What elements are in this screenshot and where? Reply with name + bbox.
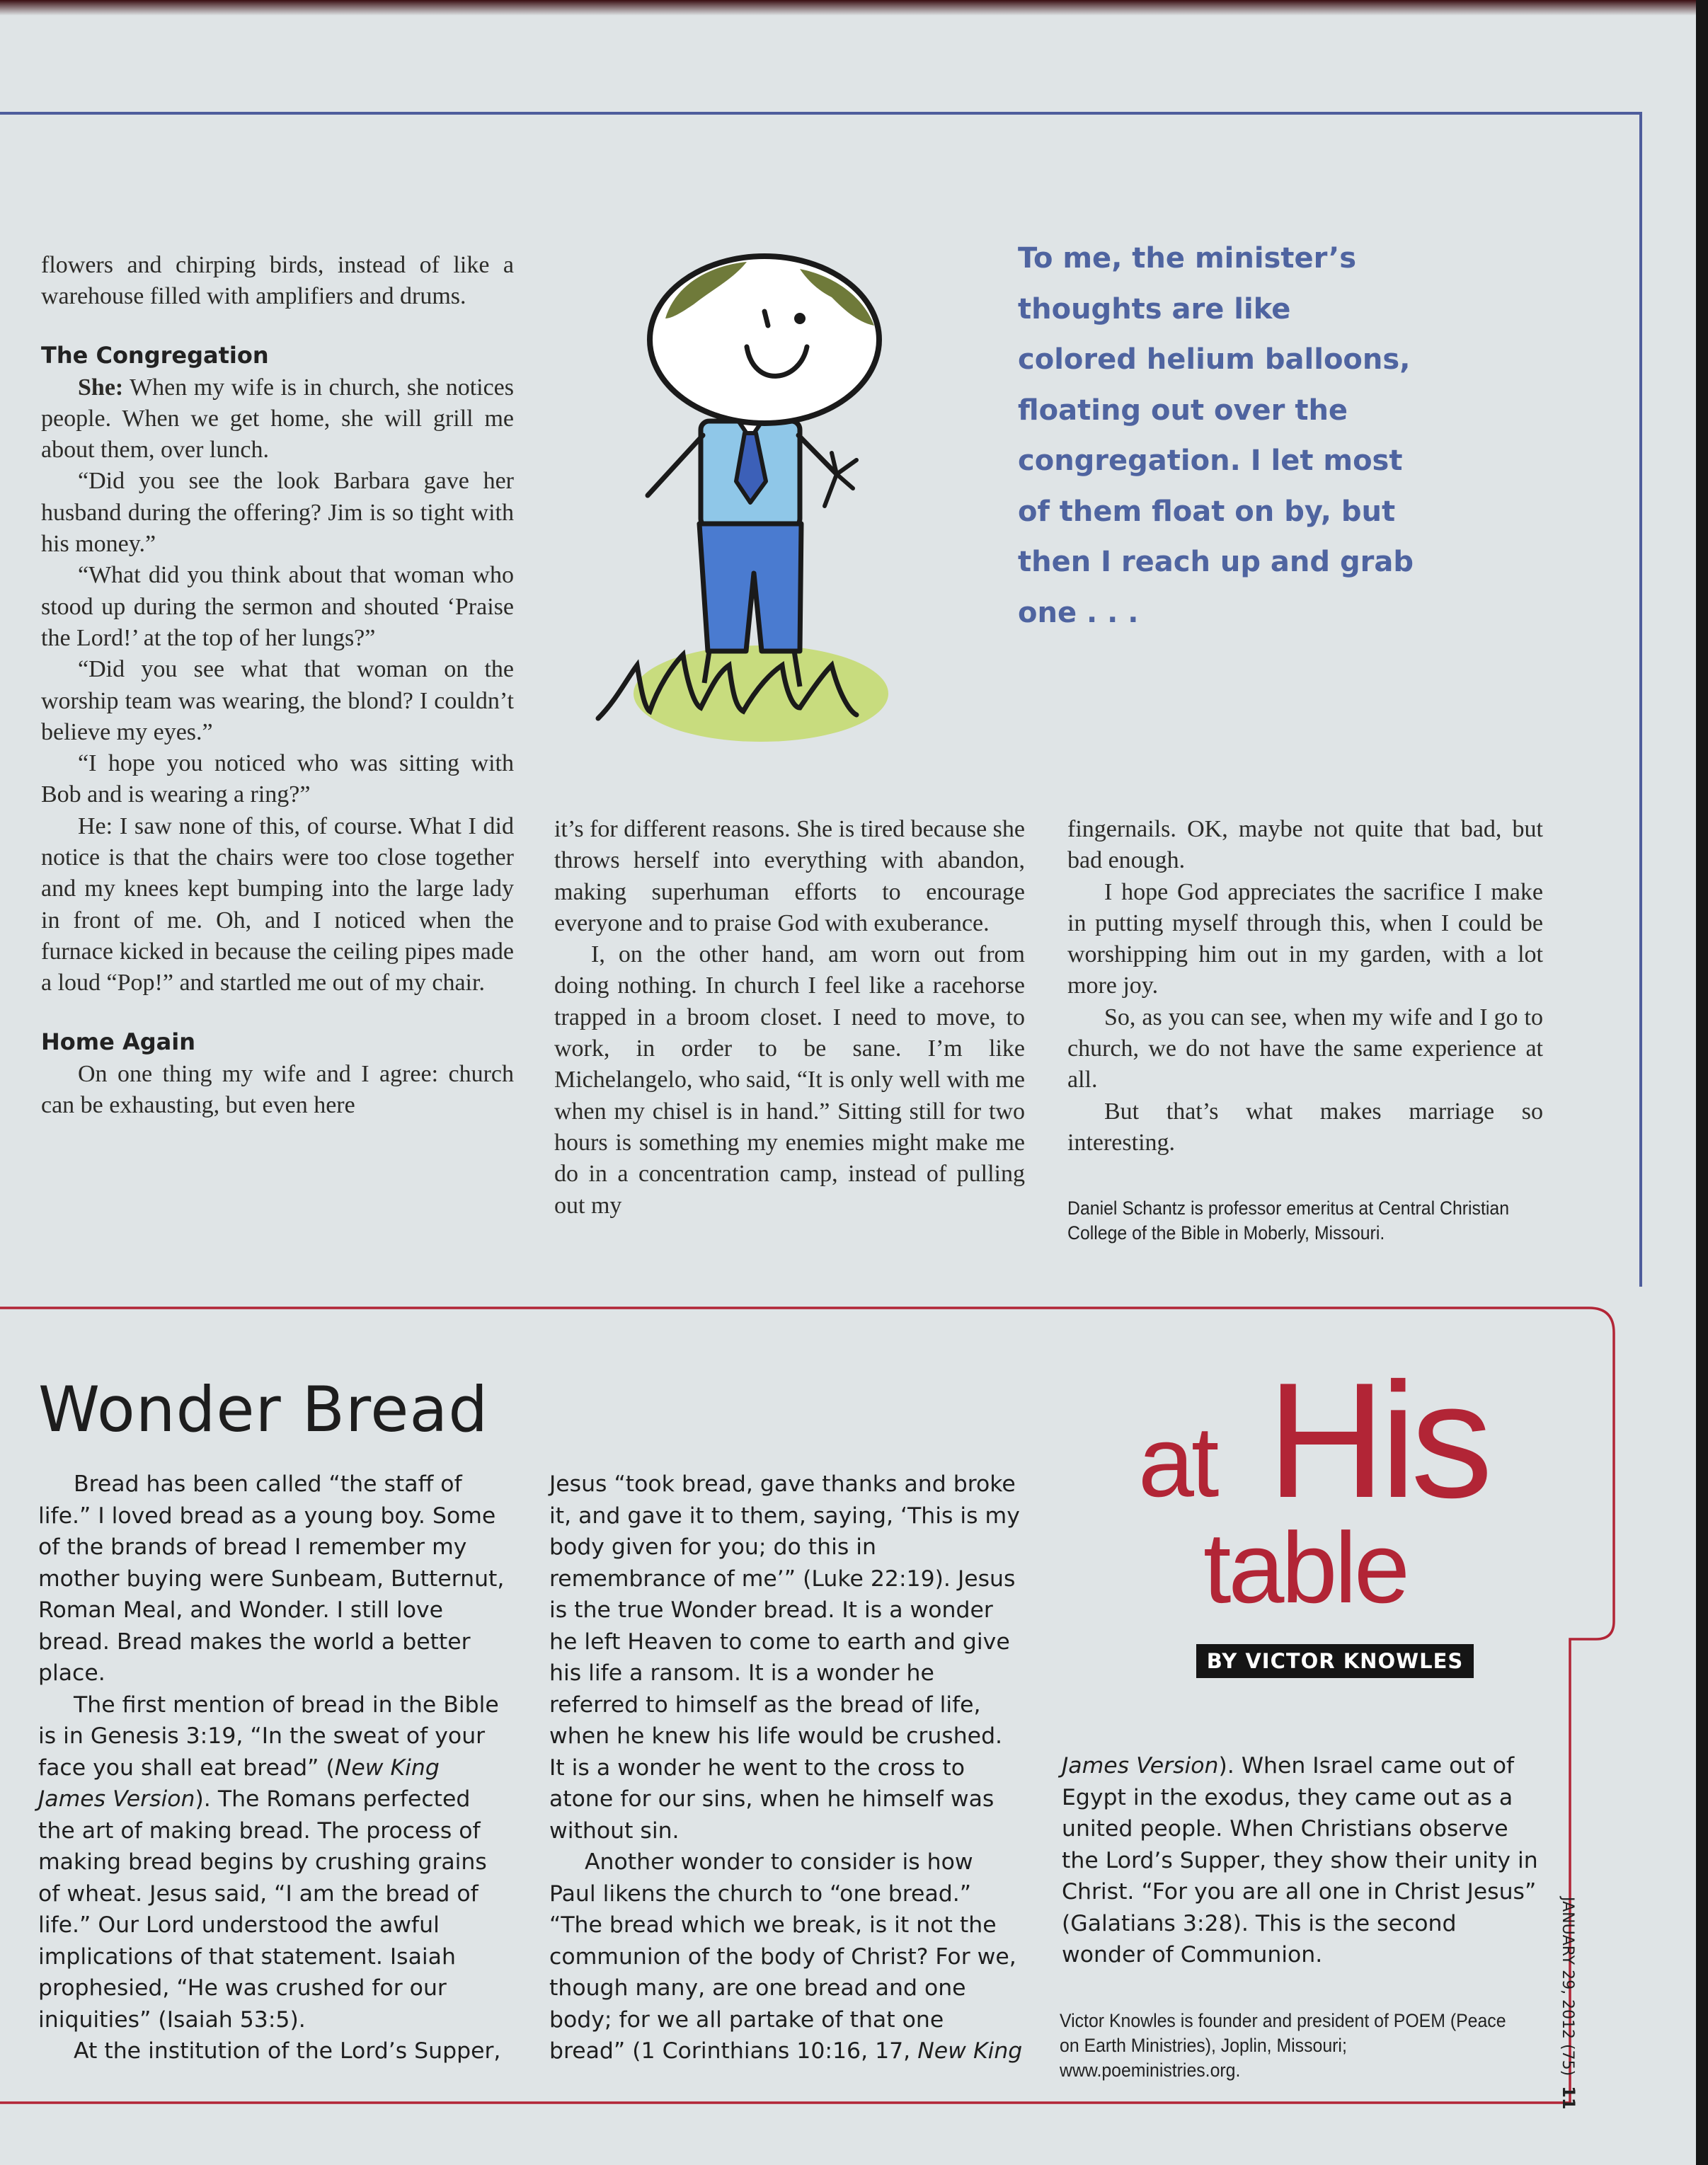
section-heading-congregation: The Congregation (41, 341, 269, 369)
paragraph: He: I saw none of this, of course. What I did notice is that the chairs were too close together and my knees kept bumping into the large lady in front of me. Oh, and I noticed when the furnace kicked in because the ceiling pipes made a loud “Pop!” and startled me out of my chair. (41, 812, 514, 997)
left-arm (648, 435, 703, 495)
page-top-edge (0, 0, 1708, 16)
finger (837, 474, 853, 488)
logo-at: at (1138, 1406, 1217, 1518)
logo-his: His (1267, 1349, 1488, 1532)
paragraph (549, 1847, 1024, 2067)
article1-column-1 (41, 250, 514, 1121)
paragraph: I, on the other hand, am worn out from doing nothing. In church I feel like a racehorse trapped in a broom closet. I need to move, to work, in order to be sane. I’m like Michelangelo, who said, “It is only well with me when my chisel is in hand.” Sitting still for two hours is something my enemies might make me do in a concentration camp, instead of pulling out my (554, 941, 1025, 1219)
paragraph: “What did you think about that woman who stood up during the sermon and shouted ‘Praise the Lord!’ at the top of her lungs?” (41, 562, 514, 651)
paragraph (41, 372, 514, 466)
paragraph: “Did you see the look Barbara gave her husband during the offering? Jim is so tight with his money.” (41, 468, 514, 558)
author-bio-knowles: Victor Knowles is founder and president of POEM (Peace on Earth Ministries), Joplin, Missouri; www.poeministries.org. (1060, 2010, 1506, 2081)
paragraph: fingernails. OK, maybe not quite that bad, but bad enough. (1067, 816, 1543, 874)
paragraph-text: ). When Israel came out of Egypt in the exodus, they came out as a united people. When Christians observe the Lord’s Supper, they show their unity in Christ. “For you are all one in Christ Jesus” (Galatians 3:28). This is the second wonder of Communion. (1062, 1753, 1538, 1968)
paragraph-text: When my wife is in church, she notices people. When we get home, she will grill me about them, over lunch. (41, 374, 514, 464)
byline-badge: BY VICTOR KNOWLES (1196, 1644, 1474, 1678)
paragraph: it’s for different reasons. She is tired because she throws herself into everything with abandon, making superhuman efforts to encourage everyone and to praise God with exuberance. (554, 816, 1026, 936)
logo-table: table (1203, 1512, 1407, 1624)
speaker-label-she: She: (78, 374, 124, 401)
column-text: flowers and chirping birds, instead of like a warehouse filled with amplifiers and drums. (41, 252, 514, 310)
section-heading-home-again: Home Again (41, 1028, 195, 1055)
head (650, 256, 879, 423)
article1-column-2 (554, 814, 1025, 1222)
article2-column-2 (549, 1469, 1024, 2067)
eye (764, 311, 768, 326)
paragraph: But that’s what makes marriage so interesting. (1067, 1098, 1543, 1156)
emphasis-text: New King James Version (38, 1755, 440, 1812)
paragraph: “Did you see what that woman on the worship team was wearing, the blond? I couldn’t believe my eyes.” (41, 656, 514, 745)
page-folio (1550, 1897, 1578, 2130)
author-bio-schantz: Daniel Schantz is professor emeritus at Central Christian College of the Bible in Moberly, Missouri. (1067, 1198, 1510, 1244)
paragraph: Jesus “took bread, gave thanks and broke it, and gave it to them, saying, ‘This is my body given for you; do this in remembrance of me’” (Luke 22:19). Jesus is the true Wonder bread. It is a wonder he left Heaven to come to earth and give his life a ransom. It is a wonder he referred to himself as the bread of life, when he knew his life would be crushed. It is a wonder he went to the cross to atone for our sins, when he himself was without sin. (549, 1471, 1020, 1844)
paragraph-text: ). The Romans perfected the art of making bread. The process of making bread begins by crushing grains of wheat. Jesus said, “I am the bread of life.” Our Lord understood the awful implications of that statement. Isaiah prophesied, “He was crushed for our iniquities” (Isaiah 53:5). (38, 1786, 487, 2033)
paragraph-text: Another wonder to consider is how Paul likens the church to “one bread.” “The bread which we break, is it not the communion of the body of Christ? For we, though many, are one bread and one body; for we all partake of that one bread” (1 Corinthians 10:16, 17, (549, 1849, 1016, 2064)
finger (825, 474, 837, 506)
paragraph (1062, 1750, 1543, 1971)
article1-column-3 (1067, 814, 1543, 1159)
paragraph: On one thing my wife and I agree: church can be exhausting, but even here (41, 1060, 514, 1118)
stick-figure-illustration (588, 241, 941, 764)
paragraph: Bread has been called “the staff of life.” I loved bread as a young boy. Some of the brands of bread I remember my mother buying were Sunbeam, Butternut, Roman Meal, and Wonder. I still love bread. Bread makes the world a better place. (38, 1471, 505, 1686)
paragraph-text: The first mention of bread in the Bible is in Genesis 3:19, “In the sweat of your face you shall eat bread” ( (38, 1692, 499, 1781)
article2-column-3 (1062, 1750, 1543, 1971)
paragraph (38, 1689, 505, 2036)
finger (837, 460, 856, 474)
issue-date: JANUARY 29, 2012 (75) (1559, 1897, 1576, 2077)
page-right-edge (1696, 0, 1708, 2165)
emphasis-text: James Version (1062, 1753, 1219, 1779)
paragraph: At the institution of the Lord’s Supper, (74, 2038, 501, 2064)
paragraph: So, as you can see, when my wife and I go to church, we do not have the same experience at all. (1067, 1004, 1543, 1093)
emphasis-text: New King (917, 2038, 1023, 2064)
page-number: 11 (1559, 2086, 1578, 2110)
paragraph: “I hope you noticed who was sitting with Bob and is wearing a ring?” (41, 750, 514, 808)
paragraph: I hope God appreciates the sacrifice I make in putting myself through this, when I could be worshipping him out in my garden, with a lot more joy. (1067, 878, 1543, 999)
trousers (699, 524, 801, 651)
eye (794, 313, 806, 324)
pull-quote: To me, the minister’s thoughts are like colored helium balloons, floating out over the congregation. I let most of them float on by, but then I reach up and grab one . . . (1018, 242, 1414, 629)
article-title: Wonder Bread (38, 1373, 489, 1446)
grass-patch (634, 645, 888, 742)
article2-column-1 (38, 1469, 505, 2067)
